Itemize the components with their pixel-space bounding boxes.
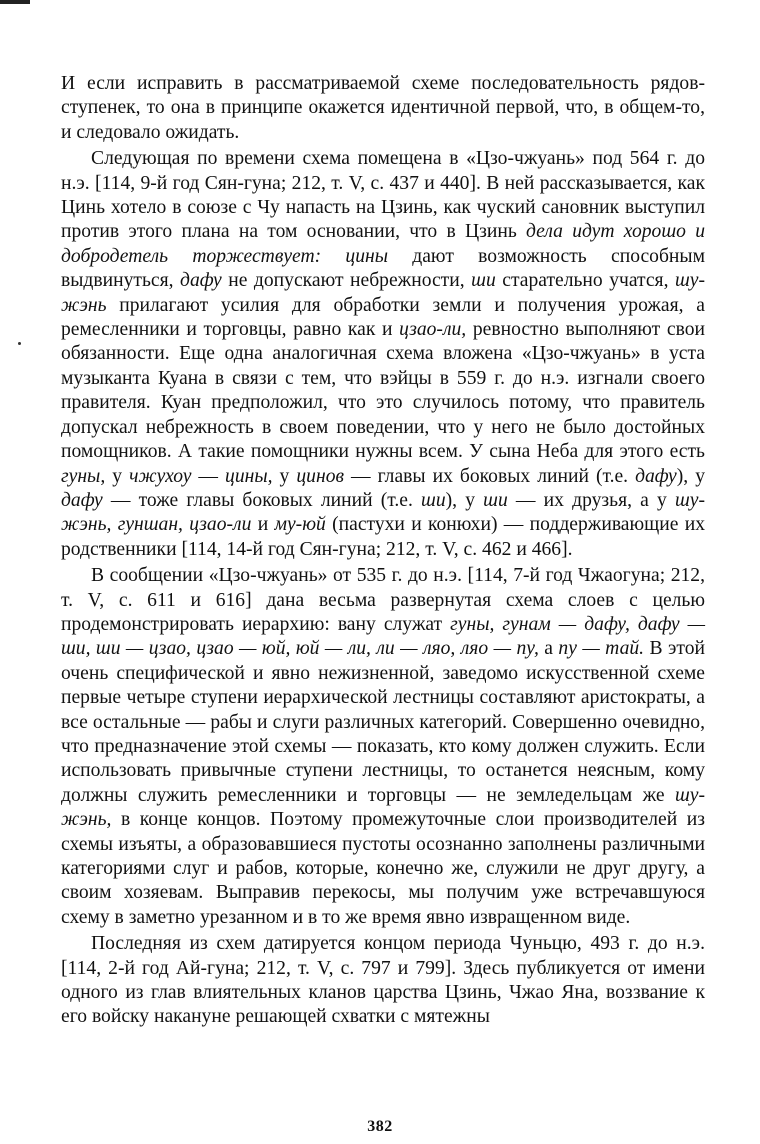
text-run: прилагают усилия для обработки земли и получения урожая, а ремесленники и торговцы, равно как и: [61, 294, 705, 341]
text-run: И если исправить в рассматриваемой схеме последовательность рядов-ступенек, то она в принципе окажется идентичной первой, что, в общем-то, и следовало ожидать.: [61, 73, 705, 143]
text-run: не допускают небрежности,: [221, 270, 472, 292]
italic-term: пу — тай.: [558, 638, 645, 660]
italic-term: ши: [471, 270, 496, 292]
text-run: — главы их боковых линий (т.е.: [344, 465, 636, 487]
text-run: — тоже главы боковых линий (т.е.: [102, 489, 422, 511]
italic-term: шу-жэнь,: [61, 784, 705, 831]
scan-edge-mark: [0, 0, 30, 4]
text-run: —: [191, 465, 226, 487]
text-run: ), у: [445, 489, 484, 511]
text-run: дают возможность способным выдвинуться,: [61, 245, 705, 292]
italic-term: дела идут хорошо и добродетель торжествует: цины: [61, 221, 705, 267]
text-run: В этой очень специфической и явно нежизненной, заведомо искусственной схеме первые четыре ступени иерархической лестницы составляют аристократы, а все остальные — рабы и слуги различных категорий. Совершенно очевидно, что предназначение этой схемы — показать, кто кому должен служить. Если использовать привычные ступени лестницы, то останется неясным, кому должны служить ремесленники и торговцы — не земледельцам же: [61, 638, 705, 806]
italic-term: дафу: [635, 465, 677, 487]
italic-term: гуны, гунам — дафу, дафу — ши, ши — цзао, цзао — юй, юй — ли, ли — ляо, ляо — пу,: [61, 613, 705, 660]
paragraph-2: [61, 147, 705, 562]
italic-term: му-юй: [274, 514, 326, 536]
text-run: ревностно выполняют свои обязанности. Еще одна аналогичная схема вложена «Цзо-чжуань» в уста музыканта Куана в связи с тем, что вэйцы в 559 г. до н.э. изгнали своего правителя. Куан предположил, что это случилось потому, что правитель допускал небрежность в своем поведении, что у него не было достойных помощников. А такие помощники нужны всем. У сына Неба для этого есть: [61, 319, 705, 463]
text-run: ), у: [676, 465, 706, 487]
italic-term: чжухоу: [129, 465, 192, 487]
italic-term: ши: [421, 489, 446, 511]
italic-term: ши: [483, 489, 508, 511]
text-run: и: [251, 514, 275, 536]
text-run: у: [272, 465, 297, 487]
page-number: 382: [367, 1118, 393, 1135]
italic-term: шу-жэнь: [61, 270, 705, 316]
text-run: Следующая по времени схема помещена в «Цзо-чжуань» под 564 г. до н.э. [114, 9-й год Сян-гуна; 212, т. V, с. 437 и 440]. В ней рассказывается, как Цинь хотело в союзе с Чу напасть на Цзинь, как чуский сановник выступил против этого плана на том основании, что в Цзинь: [61, 148, 705, 243]
page-body: [61, 72, 705, 1030]
text-run: старательно учатся,: [495, 270, 675, 292]
text-run: В сообщении «Цзо-чжуань» от 535 г. до н.э. [114, 7-й год Чжаогуна; 212, т. V, с. 611 и 616] дана весьма развернутая схема слоев с целью продемонстрировать иерархию: вану служат: [61, 565, 705, 635]
text-run: у: [105, 465, 130, 487]
text-run: (пастухи и конюхи) — поддерживающие их родственники [114, 14-й год Сян-гуна; 212, т. V, с. 462 и 466].: [61, 514, 705, 560]
italic-term: дафу: [61, 489, 103, 511]
italic-term: дафу: [180, 270, 222, 292]
italic-term: гуны,: [61, 465, 106, 487]
text-run: в конце концов. Поэтому промежуточные слои производителей из схемы изъяты, а образовавшиеся пустоты осознанно заполнены различными категориями слуг и рабов, которые, конечно же, служили не друг другу, а своим хозяевам. Выправив перекосы, мы получим уже встречавшуюся схему в заметно урезанном и в то же время явно извращенном виде.: [61, 809, 705, 928]
italic-term: шу-жэнь, гуншан, цзао-ли: [61, 489, 705, 536]
paragraph-1: [61, 72, 705, 145]
italic-term: цины,: [225, 465, 273, 487]
text-run: а: [538, 638, 559, 660]
paragraph-4: [61, 932, 705, 1030]
italic-term: цинов: [296, 465, 344, 487]
paragraph-3: [61, 564, 705, 930]
text-run: Последняя из схем датируется концом периода Чуньцю, 493 г. до н.э. [114, 2-й год Ай-гуна; 212, т. V, с. 797 и 799]. Здесь публикуется от имени одного из глав влиятельных кланов царства Цзинь, Чжао Яна, воззвание к его войску накануне решающей схватки с мятежны: [61, 933, 705, 1028]
margin-dot: [18, 342, 21, 345]
text-run: — их друзья, а у: [507, 489, 675, 511]
italic-term: цзао-ли,: [399, 319, 467, 341]
